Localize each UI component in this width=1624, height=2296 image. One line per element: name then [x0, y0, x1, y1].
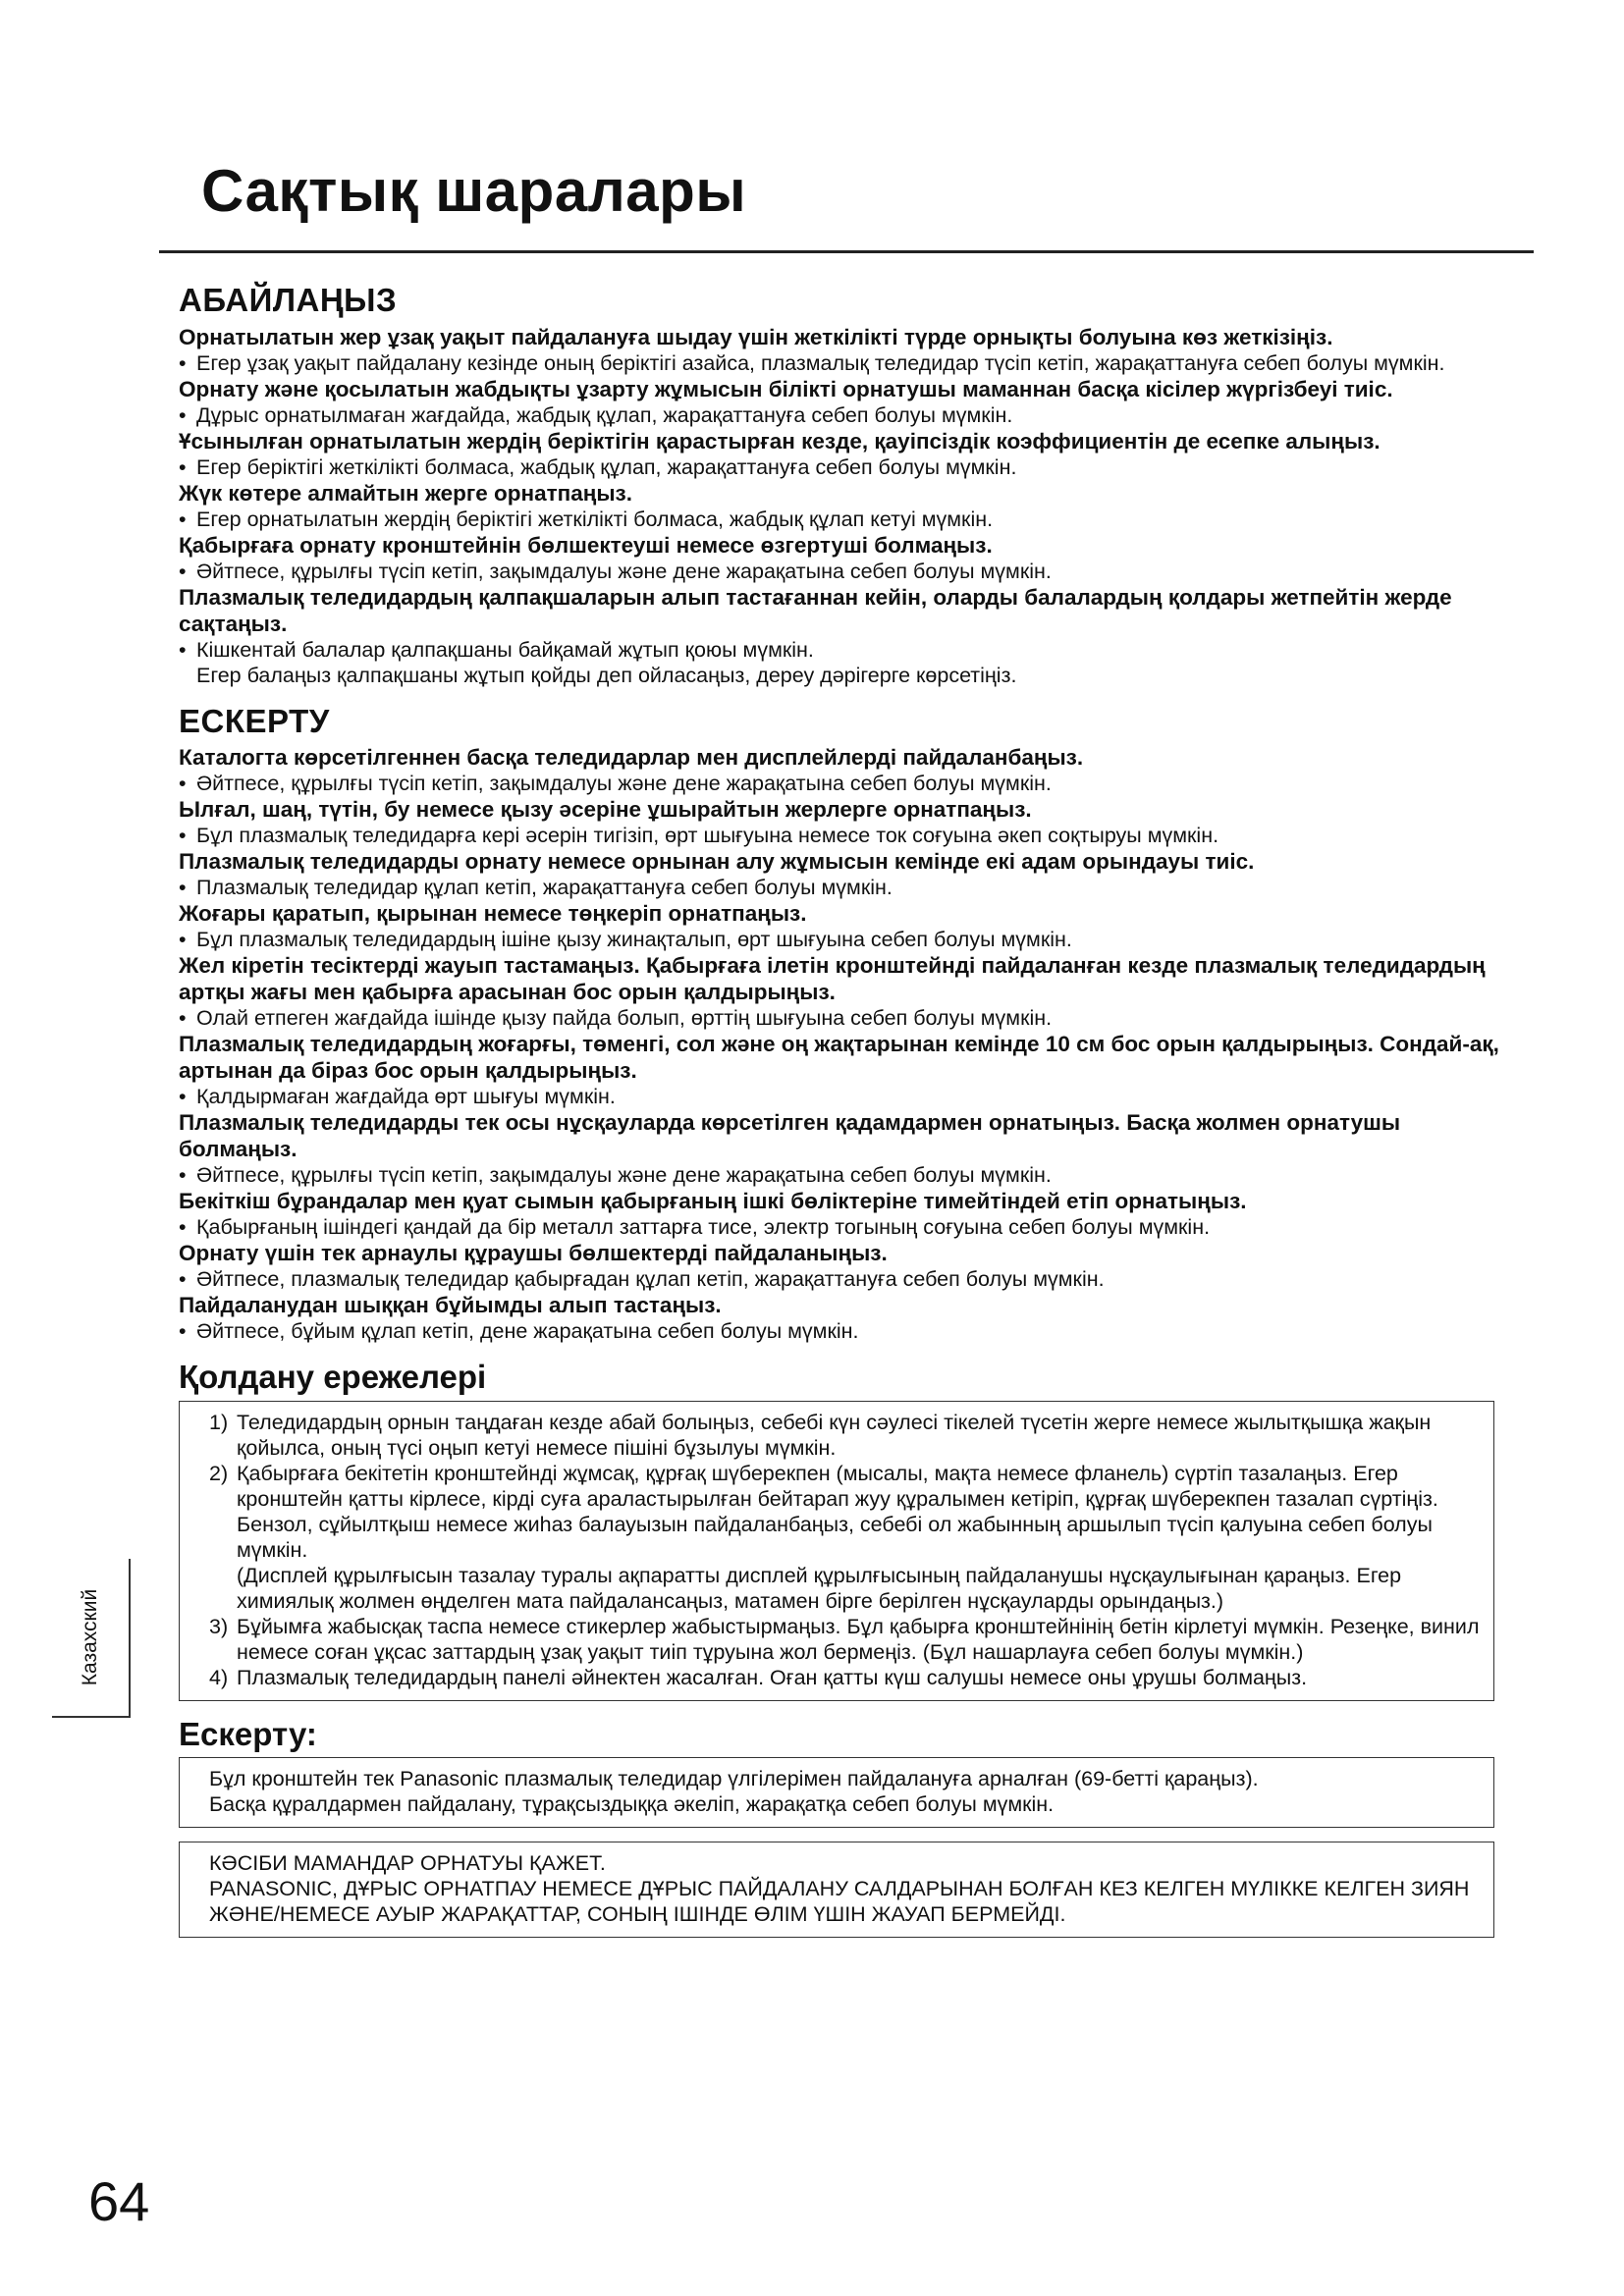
caution-item-bullet: • Кішкентай балалар қалпақшаны байқамай жұтып қоюы мүмкін.	[179, 637, 814, 662]
usage-heading: Қолдану ережелері	[179, 1359, 487, 1396]
warning-item	[179, 796, 1524, 848]
warning-item-bullet: • Әйтпесе, плазмалық теледидар қабырғадан құлап кетіп, жарақаттануға себеп болуы мүмкін.	[179, 1267, 1105, 1292]
warning-item-bullet: • Бұл плазмалық теледидарға кері әсерін тигізіп, өрт шығуына немесе ток соғуына әкеп соқтыруы мүмкін.	[179, 824, 1219, 848]
caution-heading: АБАЙЛАҢЫЗ	[179, 282, 398, 318]
usage-rule-extra: (Дисплей құрылғысын тазалау туралы ақпаратты дисплей құрылғысының пайдаланушы нұсқаулығынан қараңыз. Егер химиялық жолмен өңделген мата пайдалансаңыз, матамен бірге берілген нұсқауларды орындаңыз.)	[237, 1563, 1402, 1613]
caution-item-bullet: • Егер ұзақ уақыт пайдалану кезінде оның беріктігі азайса, плазмалық теледидар түсіп кетіп, жарақаттануға себеп болуы мүмкін.	[179, 350, 1445, 375]
caution-item-bullet: • Әйтпесе, құрылғы түсіп кетіп, зақымдалуы және дене жарақатына себеп болуы мүмкін.	[179, 559, 1052, 583]
caution-item-heading: Ұсынылған орнатылатын жердің беріктігін қарастырған кезде, қауіпсіздік коэффициентін де есепке алыңыз.	[179, 428, 1380, 454]
usage-rule: 1) Теледидардың орнын таңдаған кезде абай болыңыз, себебі күн сәулесі тікелей түсетін жерге немесе жылытқышқа жақын қойылса, оның түсі оңып кетуі немесе пішіні бұзылуы мүмкін.	[209, 1410, 1432, 1460]
page-content	[179, 281, 1524, 1938]
note-line: Басқа құралдармен пайдалану, тұрақсыздыққа әкеліп, жарақатқа себеп болуы мүмкін.	[209, 1792, 1055, 1817]
usage-rule: 2) Қабырғаға бекітетін кронштейнді жұмсақ, құрғақ шүберекпен (мысалы, мақта немесе фланель) сүртіп тазалаңыз. Егер кронштейн қатты кірлесе, кірді суға араластырылған бейтарап жуу құралымен кетіріп, құрғақ шүберекпен тазалап сүртіңіз. Бензол, сұйылтқыш немесе жиһаз балауызын пайдаланбаңыз, себебі ол жабынның аршылып түсіп қалуына себеп болуы мүмкін. (Дисплей құрылғысын тазалау туралы ақпаратты дисплей құрылғысының пайдаланушы нұсқаулығынан қараңыз. Егер химиялық жолмен өңделген мата пайдалансаңыз, матамен бірге берілген нұсқауларды орындаңыз.)	[209, 1461, 1438, 1613]
caution-item	[179, 584, 1524, 688]
caution-item-heading: Орнатылатын жер ұзақ уақыт пайдалануға шыдау үшін жеткілікті түрде орнықты болуына көз жеткізіңіз.	[179, 324, 1333, 349]
warning-item	[179, 1031, 1524, 1109]
warning-item-heading: Плазмалық теледидардың жоғарғы, төменгі, сол және оң жақтарынан кемінде 10 см бос орын қалдырыңыз. Сондай-ақ, артынан да біраз бос орын қалдырыңыз.	[179, 1032, 1499, 1084]
warning-item-bullet: • Әйтпесе, бұйым құлап кетіп, дене жарақатына себеп болуы мүмкін.	[179, 1319, 859, 1344]
warning-item-heading: Бекіткіш бұрандалар мен қуат сымын қабырғаның ішкі бөліктеріне тимейтіндей етіп орнатыңыз.	[179, 1189, 1247, 1214]
warning-item-heading: Орнату үшін тек арнаулы құраушы бөлшектерді пайдаланыңыз.	[179, 1241, 888, 1266]
caution-item-bullet: • Дұрыс орнатылмаған жағдайда, жабдық құлап, жарақаттануға себеп болуы мүмкін.	[179, 402, 1013, 427]
title-divider	[159, 250, 1534, 253]
professional-line: КӘСІБИ МАМАНДАР ОРНАТУЫ ҚАЖЕТ.	[209, 1851, 606, 1876]
warning-item-bullet: • Плазмалық теледидар құлап кетіп, жарақаттануға себеп болуы мүмкін.	[179, 876, 893, 900]
warning-item-heading: Каталогта көрсетілгеннен басқа теледидарлар мен дисплейлерді пайдаланбаңыз.	[179, 745, 1084, 771]
warning-section	[179, 744, 1524, 1344]
caution-item-heading: Қабырғаға орнату кронштейнін бөлшектеуші немесе өзгертуші болмаңыз.	[179, 532, 993, 558]
warning-item	[179, 1109, 1524, 1188]
warning-item-bullet: • Қабырғаның ішіндегі қандай да бір металл заттарға тисе, электр тогының соғуына себеп болуы мүмкін.	[179, 1215, 1211, 1240]
caution-item	[179, 480, 1524, 532]
professional-install-box	[179, 1842, 1494, 1938]
caution-item	[179, 532, 1524, 584]
usage-rule: 3) Бұйымға жабысқақ таспа немесе стикерлер жабыстырмаңыз. Бұл қабырға кронштейнінің бетін кірлетуі мүмкін. Резеңке, винил немесе соған ұқсас заттардың ұзақ уақыт тиіп тұруына жол бермеңіз. (Бұл нашарлауға себеп болуы мүмкін.)	[209, 1614, 1480, 1664]
caution-item-continuation: Егер балаңыз қалпақшаны жұтып қойды деп ойласаңыз, дереу дәрігерге көрсетіңіз.	[196, 663, 1017, 687]
warning-item-bullet: • Олай етпеген жағдайда ішінде қызу пайда болып, өрттің шығуына себеп болуы мүмкін.	[179, 1006, 1053, 1031]
page-title: Сақтық шаралары	[201, 158, 747, 224]
warning-item	[179, 952, 1524, 1031]
warning-item-bullet: • Бұл плазмалық теледидардың ішіне қызу жинақталып, өрт шығуына себеп болуы мүмкін.	[179, 928, 1072, 952]
note-box	[179, 1757, 1494, 1828]
caution-section	[179, 324, 1524, 688]
caution-item-heading: Жүк көтере алмайтын жерге орнатпаңыз.	[179, 480, 632, 506]
warning-item-heading: Плазмалық теледидарды тек осы нұсқауларда көрсетілген қадамдармен орнатыңыз. Басқа жолмен орнатушы болмаңыз.	[179, 1110, 1401, 1162]
warning-item-heading: Ылғал, шаң, түтін, бу немесе қызу әсеріне ұшырайтын жерлерге орнатпаңыз.	[179, 797, 1032, 823]
caution-item	[179, 376, 1524, 428]
caution-item	[179, 324, 1524, 376]
warning-item-bullet: • Әйтпесе, құрылғы түсіп кетіп, зақымдалуы және дене жарақатына себеп болуы мүмкін.	[179, 1163, 1052, 1188]
note-line: Бұл кронштейн тек Panasonic плазмалық теледидар үлгілерімен пайдалануға арналған (69-бетті қараңыз).	[209, 1767, 1259, 1791]
caution-item-heading: Орнату және қосылатын жабдықты ұзарту жұмысын білікті орнатушы маманнан басқа кісілер жүргізбеуі тиіс.	[179, 376, 1393, 401]
caution-item-bullet: • Егер беріктігі жеткілікті болмаса, жабдық құлап, жарақаттануға себеп болуы мүмкін.	[179, 454, 1017, 479]
usage-rule: 4) Плазмалық теледидардың панелі әйнектен жасалған. Оған қатты күш салушы немесе оны ұрушы болмаңыз.	[209, 1665, 1308, 1689]
warning-item	[179, 1188, 1524, 1240]
caution-item	[179, 428, 1524, 480]
page-number: 64	[88, 2170, 150, 2232]
warning-item-bullet: • Қалдырмаған жағдайда өрт шығуы мүмкін.	[179, 1085, 616, 1109]
caution-item-bullet: • Егер орнатылатын жердің беріктігі жеткілікті болмаса, жабдық құлап кетуі мүмкін.	[179, 507, 994, 531]
warning-item-heading: Пайдаланудан шыққан бұйымды алып тастаңыз.	[179, 1293, 722, 1318]
warning-item-heading: Жоғары қаратып, қырынан немесе төңкеріп орнатпаңыз.	[179, 901, 807, 927]
warning-item-heading: Жел кіретін тесіктерді жауып тастамаңыз. Қабырғаға ілетін кронштейнді пайдаланған кезде плазмалық теледидардың артқы жағы мен қабырға арасынан бос орын қалдырыңыз.	[179, 953, 1486, 1005]
warning-item	[179, 1240, 1524, 1292]
professional-line: PANASONIC, ДҰРЫС ОРНАТПАУ НЕМЕСЕ ДҰРЫС ПАЙДАЛАНУ САЛДАРЫНАН БОЛҒАН КЕЗ КЕЛГЕН МҮЛІККЕ КЕЛГЕН ЗИЯН ЖӘНЕ/НЕМЕСЕ АУЫР ЖАРАҚАТТАР, СОНЫҢ ІШІНДЕ ӨЛІМ ҮШІН ЖАУАП БЕРМЕЙДІ.	[209, 1877, 1470, 1927]
warning-heading: ЕСКЕРТУ	[179, 702, 330, 739]
warning-item	[179, 900, 1524, 952]
warning-item-bullet: • Әйтпесе, құрылғы түсіп кетіп, зақымдалуы және дене жарақатына себеп болуы мүмкін.	[179, 772, 1052, 796]
warning-item	[179, 744, 1524, 796]
usage-rules-box	[179, 1401, 1494, 1701]
language-label: Казахский	[79, 1588, 101, 1686]
warning-item	[179, 848, 1524, 900]
warning-item-heading: Плазмалық теледидарды орнату немесе орнынан алу жұмысын кемінде екі адам орындауы тиіс.	[179, 849, 1255, 875]
warning-item	[179, 1292, 1524, 1344]
language-side-tab	[52, 1559, 131, 1718]
caution-item-heading: Плазмалық теледидардың қалпақшаларын алып тастағаннан кейін, оларды балалардың қолдары жетпейтін жерде сақтаңыз.	[179, 584, 1452, 636]
note-heading: Ескерту:	[179, 1715, 317, 1752]
